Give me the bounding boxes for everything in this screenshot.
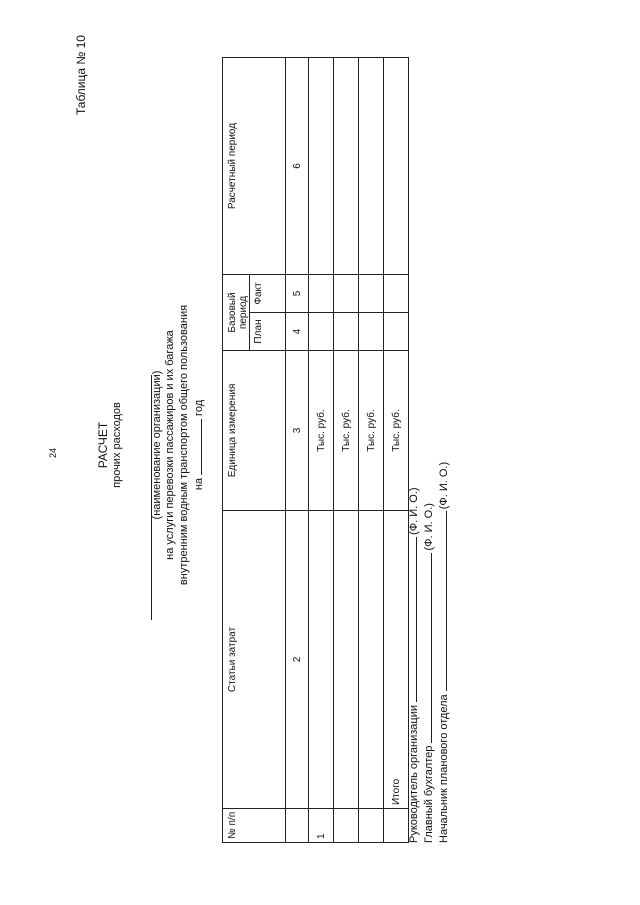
signature-planning-head [438, 462, 450, 843]
header-item: Статьи затрат [223, 511, 286, 809]
col-number-2: 2 [286, 511, 309, 809]
signature-fio: (Ф. И. О.) [438, 461, 450, 510]
organization-label: (наименование организации) [151, 370, 163, 520]
row-calc[interactable] [359, 58, 384, 275]
year-prefix: на [193, 477, 205, 491]
col-number-5: 5 [286, 275, 309, 313]
row-plan[interactable] [384, 313, 409, 351]
costs-table [222, 57, 409, 843]
row-unit: Тыс. руб. [384, 351, 409, 511]
row-fact[interactable] [309, 275, 334, 313]
row-number [359, 809, 384, 843]
header-unit: Единица измерения [223, 351, 286, 511]
signature-accountant [423, 503, 435, 843]
col-number-1 [286, 809, 309, 843]
row-plan[interactable] [359, 313, 384, 351]
signature-line[interactable] [446, 511, 447, 691]
purpose-line-1: на услуги перевозки пассажиров и их багажа [164, 330, 176, 560]
header-plan: План [250, 313, 286, 351]
header-base-period: Базовый период [223, 275, 250, 351]
year-suffix: год [193, 399, 205, 416]
row-total-label: Итого [384, 511, 409, 809]
signature-line[interactable] [431, 553, 432, 743]
signature-fio: (Ф. И. О.) [408, 487, 420, 535]
row-unit: Тыс. руб. [359, 351, 384, 511]
table-row [309, 58, 334, 843]
row-calc[interactable] [334, 58, 359, 275]
table-row [334, 58, 359, 843]
table-number: Таблица № 10 [74, 35, 88, 115]
row-calc[interactable] [384, 58, 409, 275]
row-number [334, 809, 359, 843]
col-number-4: 4 [286, 313, 309, 351]
row-item[interactable] [334, 511, 359, 809]
row-plan[interactable] [309, 313, 334, 351]
row-plan[interactable] [334, 313, 359, 351]
header-fact: Факт [250, 275, 286, 313]
signature-fio: (Ф. И. О.) [423, 503, 435, 551]
document-title: РАСЧЕТ [96, 421, 110, 469]
signature-line[interactable] [416, 537, 417, 702]
row-unit: Тыс. руб. [334, 351, 359, 511]
row-number [384, 809, 409, 843]
col-number-6: 6 [286, 58, 309, 275]
header-calc-period: Расчетный период [223, 58, 286, 275]
table-row [359, 58, 384, 843]
row-fact[interactable] [359, 275, 384, 313]
year-blank[interactable] [191, 419, 202, 475]
row-calc[interactable] [309, 58, 334, 275]
row-fact[interactable] [384, 275, 409, 313]
year-line [191, 225, 205, 665]
signature-director [408, 487, 420, 843]
col-number-3: 3 [286, 351, 309, 511]
document-subtitle: прочих расходов [111, 402, 123, 488]
signature-role: Главный бухгалтер [423, 745, 435, 843]
table-row-total [384, 58, 409, 843]
row-number: 1 [309, 809, 334, 843]
header-num: № п/п [223, 809, 286, 843]
page-number: 24 [48, 448, 58, 459]
signature-role: Руководитель организации [408, 704, 420, 843]
row-item[interactable] [359, 511, 384, 809]
row-unit: Тыс. руб. [309, 351, 334, 511]
row-fact[interactable] [334, 275, 359, 313]
signature-role: Начальник планового отдела [438, 694, 450, 843]
row-item[interactable] [309, 511, 334, 809]
purpose-line-2: внутренним водным транспортом общего пользования [178, 304, 190, 586]
